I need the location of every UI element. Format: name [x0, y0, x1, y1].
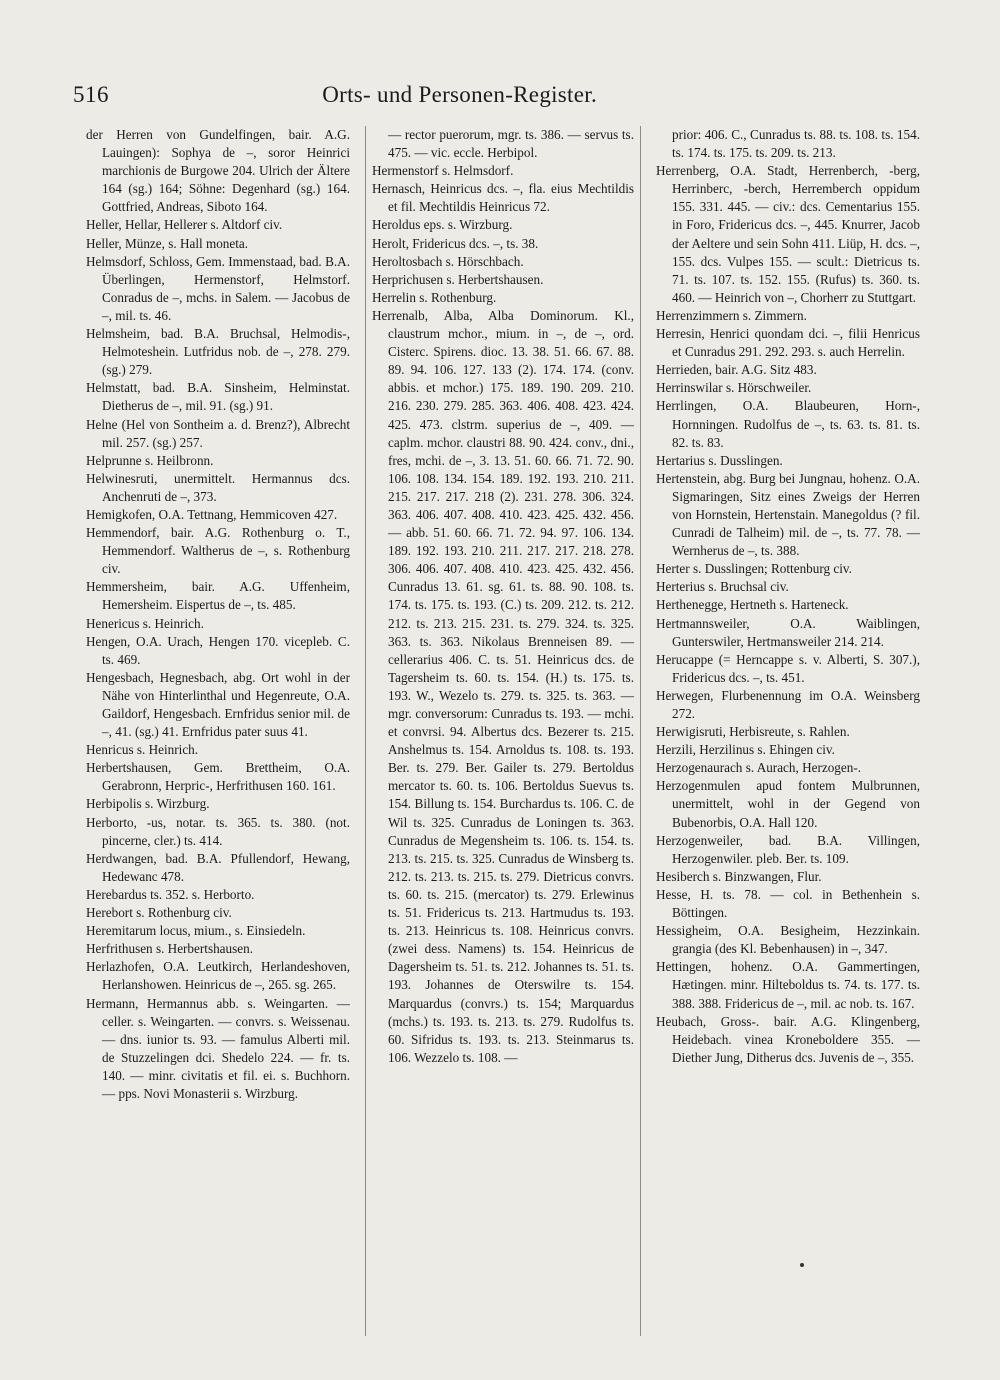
- register-entry: Henricus s. Heinrich.: [86, 742, 199, 758]
- register-entry: Herwigisruti, Herbisreute, s. Rahlen.: [656, 724, 850, 740]
- register-entry: Herebardus ts. 352. s. Herborto.: [86, 886, 255, 902]
- register-entry: Helmsdorf, Schloss, Gem. Immenstaad, bad. B.A. Überlingen, Hermenstorf, Helmstorf. Conradus de –, mchs. in Salem. — Jacobus de –, mil. ts. 46.: [86, 253, 350, 323]
- register-entry: — rector puerorum, mgr. ts. 386. — servus ts. 475. — vic. eccle. Herbipol.: [388, 127, 634, 161]
- register-entry: Henericus s. Heinrich.: [86, 615, 204, 631]
- register-entry: Hertenstein, abg. Burg bei Jungnau, hohenz. O.A. Sigmaringen, Sitz eines Zweigs der Herren von Hornstein, Hertenstain. Manegoldus (? fil. Cunradi de Talheim) mil. de –, ts. 77. 78. — Wernherus de –, ts. 388.: [656, 470, 920, 559]
- register-entry: Herzili, Herzilinus s. Ehingen civ.: [656, 742, 835, 758]
- register-entry: Hessigheim, O.A. Besigheim, Hezzinkain. grangia (des Kl. Bebenhausen) in –, 347.: [656, 923, 920, 957]
- register-entry: Helmsheim, bad. B.A. Bruchsal, Helmodis-, Helmoteshein. Lutfridus nob. de –, 278. 279. (sg.) 279.: [86, 326, 350, 378]
- register-entry: Herborto, -us, notar. ts. 365. ts. 380. (not. pincerne, cler.) ts. 414.: [86, 814, 350, 848]
- register-entry: Herter s. Dusslingen; Rottenburg civ.: [656, 561, 852, 577]
- register-entry: Helmstatt, bad. B.A. Sinsheim, Helminstat. Dietherus de –, mil. 91. (sg.) 91.: [86, 380, 350, 414]
- column-1: [86, 126, 350, 1336]
- register-entry: Hesse, H. ts. 78. — col. in Bethenhein s. Böttingen.: [656, 886, 920, 921]
- register-entry: Hermenstorf s. Helmsdorf.: [372, 163, 514, 179]
- register-entry: Heremitarum locus, mium., s. Einsiedeln.: [86, 923, 306, 939]
- register-entry: Herfrithusen s. Herbertshausen.: [86, 941, 253, 957]
- register-entry: Hemmersheim, bair. A.G. Uffenheim, Hemersheim. Eispertus de –, ts. 485.: [86, 579, 350, 613]
- page-number: 516: [73, 82, 109, 107]
- register-entry: Helne (Hel von Sontheim a. d. Brenz?), Albrecht mil. 257. (sg.) 257.: [86, 416, 350, 450]
- register-entry: Hengesbach, Hegnesbach, abg. Ort wohl in der Nähe von Hinterlinthal und Hegenreute, O.A. Gaildorf, Hengesbach. Ernfridus senior mil. de –, 41. (sg.) 41. Ernfridus pater suus 41.: [86, 669, 350, 740]
- register-entry: Herrieden, bair. A.G. Sitz 483.: [656, 362, 817, 378]
- register-entry: Herzogenaurach s. Aurach, Herzogen-.: [656, 760, 862, 776]
- register-entry: Herzogenmulen apud fontem Mulbrunnen, unermittelt, wohl in der Gegend von Bubenorbis, O.A. Hall 120.: [656, 778, 920, 830]
- register-entry: Hertmannsweiler, O.A. Waiblingen, Gunterswiler, Hertmansweiler 214. 214.: [656, 615, 920, 649]
- register-entry: Herterius s. Bruchsal civ.: [656, 579, 789, 595]
- register-entry: Herwegen, Flurbenennung im O.A. Weinsberg 272.: [656, 687, 920, 721]
- register-entry: Herrlingen, O.A. Blaubeuren, Horn-, Hornningen. Rudolfus de –, ts. 63. ts. 81. ts. 82. ts. 83.: [656, 398, 920, 450]
- register-entry: Herucappe (= Herncappe s. v. Alberti, S. 307.), Fridericus dcs. –, ts. 451.: [656, 651, 920, 685]
- register-entry: Heroldus eps. s. Wirzburg.: [372, 217, 513, 233]
- column-3: [656, 126, 920, 1336]
- register-entry: Herrinswilar s. Hörschweiler.: [656, 380, 812, 396]
- register-entry: Hemmendorf, bair. A.G. Rothenburg o. T., Hemmendorf. Waltherus de –, s. Rothenburg civ.: [86, 525, 350, 577]
- register-entry: Hesiberch s. Binzwangen, Flur.: [656, 868, 822, 884]
- running-title: Orts- und Personen-Register.: [322, 82, 597, 107]
- register-entry: Herrenberg, O.A. Stadt, Herrenberch, -berg, Herrinberc, -berch, Herremberch oppidum 155. 331. 445. — civ.: dcs. Cementarius 155. in Foro, Fridericus dcs. –, 445. Knurrer, Jacob der Aeltere und sein Sohn 411. Liüp, H. dcs. –, 155. dcs. Vulpes 155. — scult.: Dietricus ts. 71. ts. 107. ts. 152. 155. (Rufus) ts. 360. ts. 460. — Heinrich von –, Chorherr zu Stuttgart.: [656, 163, 920, 305]
- register-entry: Herresin, Henrici quondam dci. –, filii Henricus et Cunradus 291. 292. 293. s. auch Herrelin.: [656, 326, 920, 360]
- register-entry: Hemigkofen, O.A. Tettnang, Hemmicoven 427.: [86, 506, 338, 522]
- register-entry: Herprichusen s. Herbertshausen.: [372, 271, 544, 287]
- register-entry: Herlazhofen, O.A. Leutkirch, Herlandeshoven, Herlanshowen. Heinricus de –, 265. sg. 265.: [86, 959, 350, 993]
- register-entry: Heroltosbach s. Hörschbach.: [372, 253, 524, 269]
- register-entry: Herbipolis s. Wirzburg.: [86, 796, 210, 812]
- register-entry: Hertarius s. Dusslingen.: [656, 452, 783, 468]
- register-entry: Helprunne s. Heilbronn.: [86, 452, 214, 468]
- register-entry: Herdwangen, bad. B.A. Pfullendorf, Hewang, Hedewanc 478.: [86, 850, 350, 884]
- register-entry: Herrelin s. Rothenburg.: [372, 289, 497, 305]
- column-2: [365, 126, 641, 1336]
- register-entry: Helwinesruti, unermittelt. Hermannus dcs. Anchenruti de –, 373.: [86, 470, 350, 504]
- register-entry: Heller, Münze, s. Hall moneta.: [86, 235, 249, 251]
- register-entry: prior: 406. C., Cunradus ts. 88. ts. 108. ts. 154. ts. 174. ts. 175. ts. 209. ts. 213.: [672, 127, 920, 161]
- register-entry: der Herren von Gundelfingen, bair. A.G. Lauingen): Sophya de –, soror Heinrici marchionis de Burgowe 204. Ulrich der Ältere 164 (sg.) 164; Söhne: Degenhard (sg.) 164. Gottfried, Andreas, Siboto 164.: [86, 127, 350, 215]
- register-entry: Herolt, Fridericus dcs. –, ts. 38.: [372, 235, 539, 251]
- register-entry: Herbertshausen, Gem. Brettheim, O.A. Gerabronn, Herpric-, Herfrithusen 160. 161.: [86, 760, 350, 794]
- register-entry: Hermann, Hermannus abb. s. Weingarten. — celler. s. Weingarten. — convrs. s. Weissenau. — dns. iunior ts. 93. — famulus Alberti mil. de Stuzzelingen dci. Shedelo 224. — fr. ts. 140. — minr. civitatis et fil. ei. s. Buchhorn. — pps. Novi Monasterii s. Wirzburg.: [86, 995, 350, 1101]
- register-entry: Herrenzimmern s. Zimmern.: [656, 307, 807, 323]
- register-entry: Heubach, Gross-. bair. A.G. Klingenberg, Heidebach. vinea Kroneboldere 355. — Diether Jung, Ditherus dcs. Juvenis de –, 355.: [656, 1013, 920, 1065]
- register-entry: Hettingen, hohenz. O.A. Gammertingen, Hætingen. minr. Hilteboldus ts. 74. ts. 177. ts. 388. 388. Fridericus de –, mil. ac nob. ts. 167.: [656, 959, 920, 1011]
- register-entry: Heller, Hellar, Hellerer s. Altdorf civ.: [86, 217, 283, 233]
- register-entry: Herrenalb, Alba, Alba Dominorum. Kl., claustrum mchor., mium. in –, de –, ord. Cisterc. Spirens. dioc. 13. 38. 51. 66. 67. 88. 89. 94. 106. 127. 133 (2). 174. 174. (conv. abbis. et mchor.) 175. 189. 190. 209. 210. 216. 230. 279. 285. 363. 406. 408. 423. 424. 425. 473. clstrm. superius de –, 409. — caplm. mchor. claustri 88. 90. 424. conv., dni., fres, mchi. de –, 3. 13. 51. 60. 66. 71. 72. 90. 106. 108. 134. 154. 189. 192. 193. 210. 211. 215. 217. 217. 218 (2). 231. 278. 306. 324. 363. 406. 407. 408. 410. 423. 425. 432. 456. — abb. 51. 60. 66. 71. 72. 94. 97. 106. 134. 189. 192. 193. 210. 211. 217. 217. 218. 278. 306. 406. 407. 408. 410. 423. 425. 432. 456. Cunradus 13. 61. sg. 61. ts. 88. 90. 108. ts. 174. ts. 175. ts. 193. (C.) ts. 209. 212. ts. 212. 212. ts. 213. 215. 231. ts. 279. 324. ts. 325. 363. ts. 363. Nikolaus Brenneisen 89. — cellerarius 406. C. ts. 51. Heinricus dcs. de Tagersheim ts. 60. ts. 154. (H.) ts. 175. ts. 193. W., Wezelo ts. 279. ts. 325. ts. 363. — mgr. conversorum: Cunradus ts. 193. — mchi. et convrsi. 94. Albertus dcs. Bezerer ts. 215. Anshelmus ts. 154. Arnoldus ts. 108. ts. 193. Ber. ts. 279. Ber. Gailer ts. 279. Bertoldus mercator ts. 60. ts. 106. Bertoldus Suevus ts. 154. Billung ts. 154. Burchardus ts. 106. C. de Wil ts. 325. Cunradus de Loningen ts. 363. Cunradus de Megensheim ts. 106. ts. 154. ts. 213. ts. 215. ts. 325. Cunradus de Winsberg ts. 212. ts. 213. ts. 215. ts. 279. Dietricus convrs. ts. 60. ts. 215. (mercator) ts. 279. Erlewinus ts. 51. Fridericus ts. 213. Hartmudus ts. 193. ts. 213. Heinricus ts. 108. Heinricus convrs. (zwei dess. Namens) ts. 154. Heinricus de Dagersheim ts. 51. ts. 212. Johannes ts. 51. ts. 193. Johannes de Oterswilre ts. 154. Marquardus (convrs.) ts. 154; Marquardus (mchs.) ts. 193. ts. 213. ts. 279. Rudolfus ts. 60. Sifridus ts. 193. ts. 213. Steinmarus ts. 106. Wezzelo ts. 108. —: [372, 307, 634, 1065]
- register-entry: Herzogenweiler, bad. B.A. Villingen, Herzogenwiler. pleb. Ber. ts. 109.: [656, 832, 920, 866]
- register-entry: Hernasch, Heinricus dcs. –, fla. eius Mechtildis et fil. Mechtildis Heinricus 72.: [372, 181, 634, 215]
- register-columns: [86, 126, 920, 1336]
- register-entry: Herthenegge, Hertneth s. Harteneck.: [656, 597, 849, 613]
- register-entry: Hengen, O.A. Urach, Hengen 170. viceplеb. C. ts. 469.: [86, 633, 350, 667]
- ink-speck: [800, 1263, 804, 1267]
- register-entry: Herebort s. Rothenburg civ.: [86, 905, 232, 921]
- page-header: [73, 82, 923, 122]
